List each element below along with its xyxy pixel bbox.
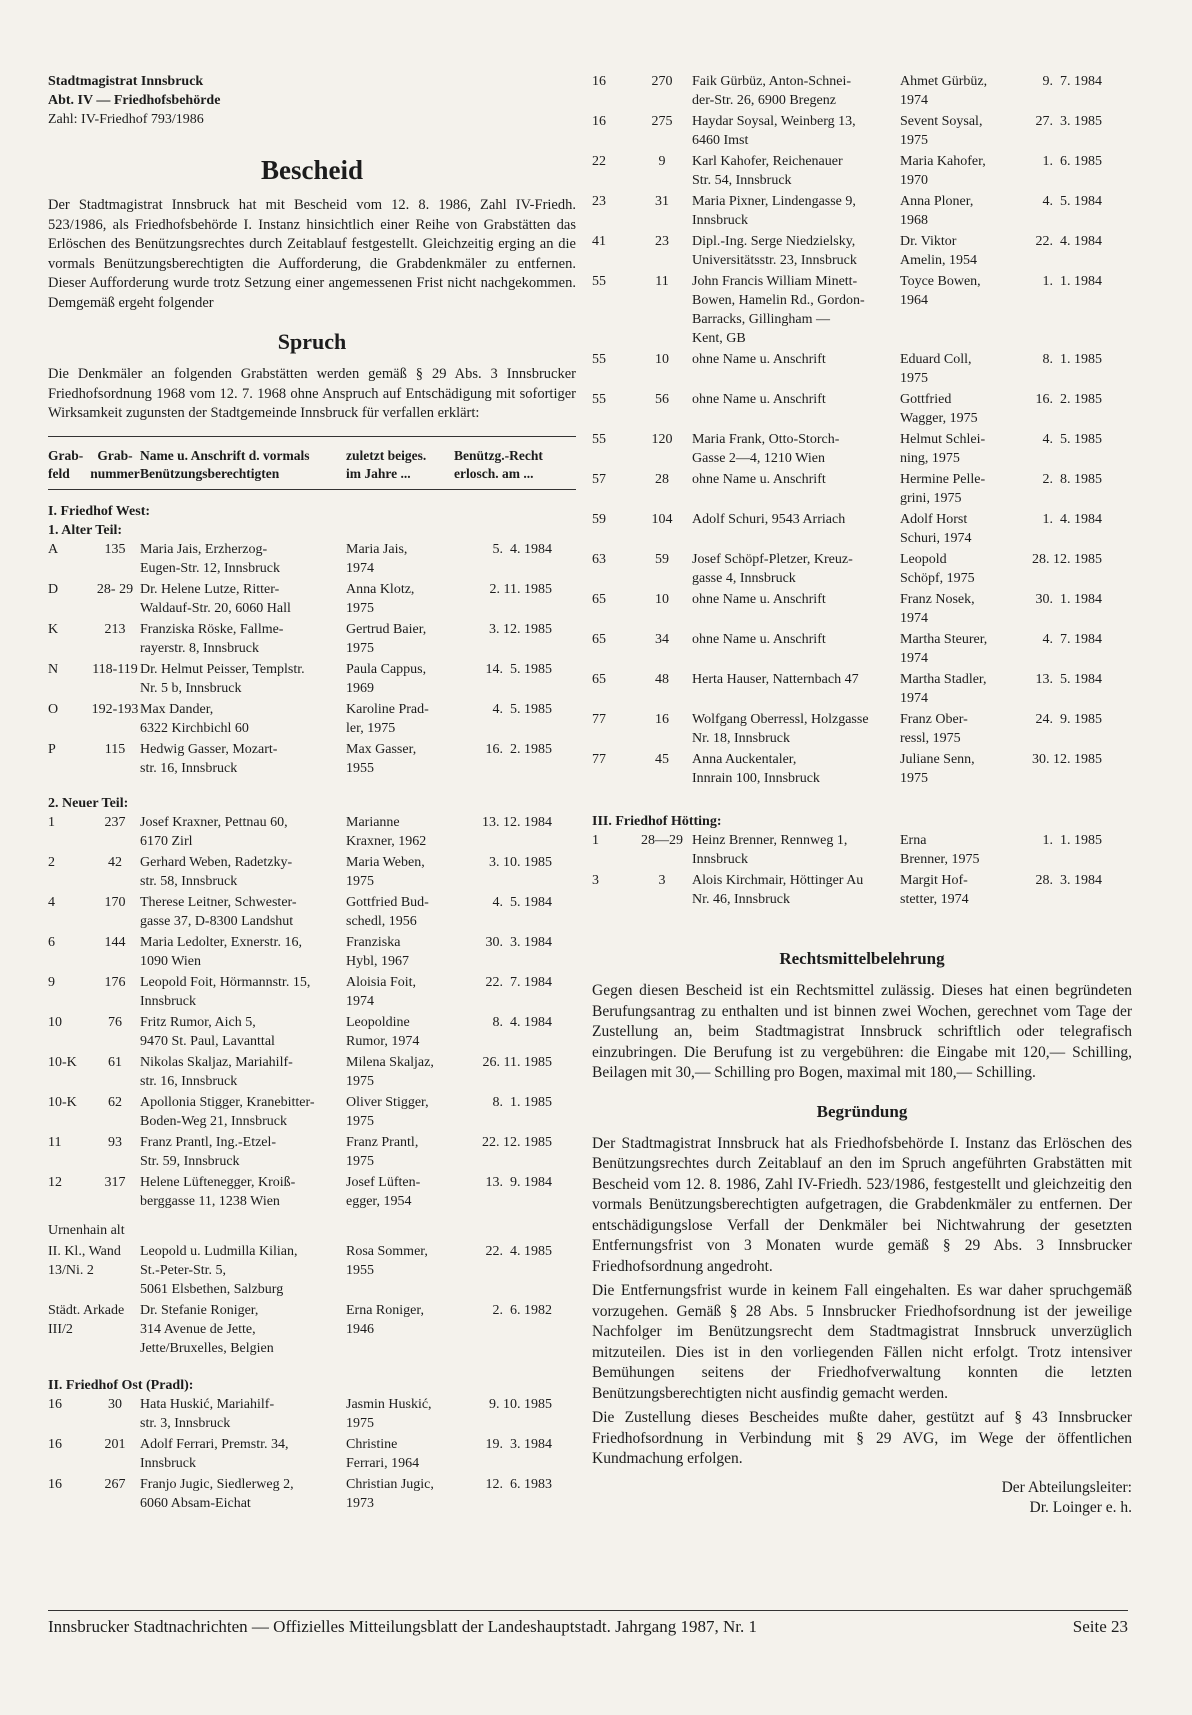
cell-name-address: Gerhard Weben, Radetzky- str. 58, Innsbruck xyxy=(140,854,293,889)
cell-name-address: Maria Jais, Erzherzog- Eugen-Str. 12, Innsbruck xyxy=(140,541,280,576)
cell-grabnummer: 170 xyxy=(104,894,126,910)
cell-date: 13. 5. 1984 xyxy=(1035,672,1102,687)
cell-beigesetzt: Hermine Pelle- grini, 1975 xyxy=(900,472,986,506)
cell-beigesetzt: Paula Cappus, 1969 xyxy=(346,661,427,696)
cell-grabfeld: 16 xyxy=(592,74,606,89)
table-row xyxy=(592,430,1132,468)
right-column xyxy=(592,72,1132,1518)
cell-date: 2. 8. 1985 xyxy=(1042,472,1102,487)
table-row xyxy=(592,72,1132,110)
cell-beigesetzt: Josef Lüften- egger, 1954 xyxy=(346,1174,421,1209)
cell-name-address: Maria Ledolter, Exnerstr. 16, 1090 Wien xyxy=(140,934,302,969)
signature-title: Der Abteilungsleiter: xyxy=(1001,1478,1132,1496)
cell-beigesetzt: Helmut Schlei- ning, 1975 xyxy=(900,432,986,466)
cell-beigesetzt: Leopold Schöpf, 1975 xyxy=(900,552,975,586)
cell-grabnummer: 9 xyxy=(658,154,666,169)
cell-date: 19. 3. 1984 xyxy=(485,1436,552,1452)
table-row: II. Kl., Wand 13/Ni. 2 Leopold u. Ludmilla Kilian, St.-Peter-Str. 5, 5061 Elsbethen, Salzburg Rosa Sommer, 1955 22. 4. 1985 xyxy=(48,1243,552,1297)
cell-date: 13. 12. 1984 xyxy=(482,814,552,830)
cell-name-address: Josef Schöpf-Pletzer, Kreuz- gasse 4, Innsbruck xyxy=(692,552,853,586)
cell-beigesetzt: Maria Kahofer, 1970 xyxy=(900,154,986,188)
cell-grabnummer: 62 xyxy=(108,1094,122,1110)
cell-beigesetzt: Karoline Prad- ler, 1975 xyxy=(346,701,429,736)
cell-beigesetzt: Eduard Coll, 1975 xyxy=(900,352,972,386)
cell-grabnummer: 275 xyxy=(651,114,673,129)
table-row xyxy=(48,1475,576,1513)
table-row xyxy=(592,871,1132,909)
cell-date: 5. 4. 1984 xyxy=(492,541,552,557)
header-line-2: Abt. IV — Friedhofsbehörde xyxy=(48,93,221,108)
cell-date: 8. 1. 1985 xyxy=(1042,352,1102,367)
table-row xyxy=(592,112,1132,150)
cell-grabnummer: 144 xyxy=(104,934,126,950)
cell-name-address: Nikolas Skaljaz, Mariahilf- str. 16, Innsbruck xyxy=(140,1054,293,1089)
table-row: Städt. Arkade III/2 Dr. Stefanie Roniger, 314 Avenue de Jette, Jette/Bruxelles, Belgien Erna Roniger, 1946 2. 6. 1982 xyxy=(48,1302,552,1356)
cell-date: 8. 1. 1985 xyxy=(492,1094,552,1110)
spruch-paragraph: Die Denkmäler an folgenden Grabstätten werden gemäß § 29 Abs. 3 Innsbrucker Friedhofsordnung 1968 vom 12. 7. 1968 ohne Anspruch auf Entschädigung mit sofortiger Wirksamkeit zugunsten der Stadtgemeinde Innsbruck für verfallen erklärt: xyxy=(48,366,576,421)
table-row xyxy=(48,973,576,1011)
cell-beigesetzt: Franz Nosek, 1974 xyxy=(900,592,975,626)
cell-grabfeld: 65 xyxy=(592,672,606,687)
cell-grabnummer: 267 xyxy=(104,1476,126,1492)
table-row xyxy=(48,1435,576,1473)
cell-grabfeld: N xyxy=(48,661,59,677)
cell-grabfeld: 12 xyxy=(48,1174,62,1190)
cell-beigesetzt: Gertrud Baier, 1975 xyxy=(346,621,427,656)
table-row xyxy=(48,893,576,931)
cell-date: 24. 9. 1985 xyxy=(1035,712,1102,727)
cell-name-address: ohne Name u. Anschrift xyxy=(692,632,826,647)
section-heading: I. Friedhof West: xyxy=(48,503,151,519)
cell-grabfeld: 1 xyxy=(48,814,55,830)
cell-beigesetzt: Jasmin Huskić, 1975 xyxy=(346,1396,432,1431)
header-name: Name u. Anschrift d. vormals Benützungsberechtigten xyxy=(140,447,310,481)
cell-grabfeld: 55 xyxy=(592,432,606,447)
cell-name-address: Maria Pixner, Lindengasse 9, Innsbruck xyxy=(692,194,856,228)
cell-name-address: Heinz Brenner, Rennweg 1, Innsbruck xyxy=(692,833,848,867)
cell-grabfeld: 1 xyxy=(592,833,599,848)
table-row xyxy=(48,1173,576,1211)
cell-name-address: Faik Gürbüz, Anton-Schnei- der-Str. 26, 6900 Bregenz xyxy=(692,74,852,108)
table-row xyxy=(48,1093,576,1131)
cell-date: 1. 1. 1984 xyxy=(1042,274,1102,289)
table-row xyxy=(592,470,1132,508)
cell-grabnummer: 48 xyxy=(655,672,669,687)
cell-grabfeld: 9 xyxy=(48,974,55,990)
cell-beigesetzt: Franz Prantl, 1975 xyxy=(346,1134,419,1169)
page-number: Seite 23 xyxy=(1072,1617,1128,1636)
cell-grabfeld: 55 xyxy=(592,274,606,289)
table-row xyxy=(48,1053,576,1091)
cell-name-address: ohne Name u. Anschrift xyxy=(692,592,826,607)
cell-grabnummer: 61 xyxy=(108,1054,122,1070)
cell-grabfeld: P xyxy=(48,741,56,757)
cell-grabfeld: 65 xyxy=(592,632,606,647)
cell-grabfeld: A xyxy=(48,541,59,557)
cell-beigesetzt: Toyce Bowen, 1964 xyxy=(900,274,981,308)
begruendung-heading: Begründung xyxy=(816,1101,908,1121)
cell-grabfeld: 41 xyxy=(592,234,606,249)
table-header xyxy=(48,436,576,490)
cell-name-address: Hata Huskić, Mariahilf- str. 3, Innsbruck xyxy=(140,1396,275,1431)
cell-grabfeld: 3 xyxy=(592,873,599,888)
cell-beigesetzt: Sevent Soysal, 1975 xyxy=(900,114,983,148)
cell-name-address: Wolfgang Oberressl, Holzgasse Nr. 18, Innsbruck xyxy=(692,712,869,746)
header-grabfeld: Grab- feld xyxy=(48,447,84,481)
table-row xyxy=(592,152,1132,190)
cell-date: 4. 5. 1984 xyxy=(1042,194,1102,209)
table-rows-alter-teil xyxy=(48,540,576,778)
cell-date: 1. 1. 1985 xyxy=(1042,833,1102,848)
cell-grabfeld: 16 xyxy=(592,114,606,129)
table-row xyxy=(592,590,1132,628)
cell-date: 8. 4. 1984 xyxy=(492,1014,552,1030)
cell-name-address: Leopold Foit, Hörmannstr. 15, Innsbruck xyxy=(140,974,311,1009)
table-row xyxy=(48,1133,576,1171)
cell-grabfeld: 6 xyxy=(48,934,55,950)
table-row xyxy=(48,660,576,698)
cell-name-address: Alois Kirchmair, Höttinger Au Nr. 46, Innsbruck xyxy=(692,873,864,907)
cell-beigesetzt: Christian Jugic, 1973 xyxy=(346,1476,434,1511)
cell-grabnummer: 56 xyxy=(655,392,669,407)
cell-grabnummer: 23 xyxy=(655,234,669,249)
cell-grabfeld: 10 xyxy=(48,1014,62,1030)
cell-date: 9. 10. 1985 xyxy=(489,1396,552,1412)
cell-beigesetzt: Christine Ferrari, 1964 xyxy=(346,1436,420,1471)
table-row xyxy=(592,630,1132,668)
cell-grabnummer: 270 xyxy=(651,74,673,89)
table-row xyxy=(592,510,1132,548)
header-erloschen: Benützg.-Recht erlosch. am ... xyxy=(454,447,543,481)
cell-name-address: ohne Name u. Anschrift xyxy=(692,352,826,367)
cell-name-address: Dipl.-Ing. Serge Niedzielsky, Universitätsstr. 23, Innsbruck xyxy=(692,234,857,268)
cell-grabnummer: 237 xyxy=(104,814,126,830)
cell-beigesetzt: Anna Ploner, 1968 xyxy=(900,194,974,228)
cell-date: 16. 2. 1985 xyxy=(485,741,552,757)
cell-name-address: Adolf Ferrari, Premstr. 34, Innsbruck xyxy=(140,1436,289,1471)
document-title: Bescheid xyxy=(260,155,363,185)
cell-date: 30. 12. 1985 xyxy=(1032,752,1102,767)
cell-grabfeld: D xyxy=(48,581,59,597)
cell-date: 30. 1. 1984 xyxy=(1035,592,1102,607)
cell-grabnummer: 118-119 xyxy=(92,661,138,677)
cell-date: 12. 6. 1983 xyxy=(485,1476,552,1492)
cell-beigesetzt: Margit Hof- stetter, 1974 xyxy=(900,873,969,907)
cell-grabnummer: 76 xyxy=(108,1014,122,1030)
cell-grabnummer: 28- 29 xyxy=(96,581,134,597)
cell-grabnummer: 34 xyxy=(655,632,669,647)
cell-grabfeld: 11 xyxy=(48,1134,62,1150)
table-row xyxy=(592,390,1132,428)
cell-beigesetzt: Leopoldine Rumor, 1974 xyxy=(346,1014,420,1049)
cell-date: 28. 3. 1984 xyxy=(1035,873,1102,888)
cell-grabfeld: 65 xyxy=(592,592,606,607)
cell-grabnummer: 213 xyxy=(104,621,126,637)
cell-name-address: Franz Prantl, Ing.-Etzel- Str. 59, Innsbruck xyxy=(140,1134,277,1169)
cell-name-address: Dr. Helmut Peisser, Templstr. Nr. 5 b, Innsbruck xyxy=(140,661,305,696)
table-row xyxy=(48,580,576,618)
table-row xyxy=(48,740,576,778)
header-line-3: Zahl: IV-Friedhof 793/1986 xyxy=(48,112,204,127)
cell-grabfeld: 16 xyxy=(48,1476,62,1492)
table-row xyxy=(592,350,1132,388)
header-line-1: Stadtmagistrat Innsbruck xyxy=(48,74,204,89)
cell-beigesetzt: Ahmet Gürbüz, 1974 xyxy=(900,74,988,108)
cell-date: 9. 7. 1984 xyxy=(1042,74,1102,89)
table-row xyxy=(592,710,1132,748)
table-rows-ost-continued xyxy=(592,72,1132,788)
cell-name-address: Hedwig Gasser, Mozart- str. 16, Innsbruck xyxy=(140,741,278,776)
cell-grabfeld: 23 xyxy=(592,194,606,209)
cell-beigesetzt: Milena Skaljaz, 1975 xyxy=(346,1054,434,1089)
cell-date: 22. 12. 1985 xyxy=(482,1134,552,1150)
cell-grabfeld: K xyxy=(48,621,59,637)
cell-grabnummer: 31 xyxy=(655,194,669,209)
cell-beigesetzt: Franziska Hybl, 1967 xyxy=(346,934,409,969)
begruendung-paragraph-1: Der Stadtmagistrat Innsbruck hat als Friedhofsbehörde I. Instanz das Erlöschen des Benützungsrechtes durch Zeitablauf an den im Spruch angeführten Grabstätten mit Bescheid vom 12. 8. 1986, Zahl IV-Friedh. 523/1986, festgestellt und gleichzeitig den vormals Benützungsberechtigten aufgetragen, die Grabdenkmäler zu entfernen. Der entschädigungslose Verfall der Denkmäler bei Nichtwahrung der gesetzten Entfernungsfrist von 3 Monaten wurde gemäß § 29 Abs. 3 Innsbrucker Friedhofsordnung angedroht. xyxy=(592,1134,1132,1275)
section-heading: II. Friedhof Ost (Pradl): xyxy=(48,1377,194,1393)
table-row xyxy=(592,831,1132,869)
cell-name-address: Haydar Soysal, Weinberg 13, 6460 Imst xyxy=(692,114,856,148)
cell-name-address: ohne Name u. Anschrift xyxy=(692,392,826,407)
table-row xyxy=(48,540,576,578)
cell-beigesetzt: Oliver Stigger, 1975 xyxy=(346,1094,429,1129)
cell-date: 3. 10. 1985 xyxy=(489,854,552,870)
table-row xyxy=(592,272,1132,348)
table-row xyxy=(592,192,1132,230)
cell-date: 3. 12. 1985 xyxy=(489,621,552,637)
cell-date: 26. 11. 1985 xyxy=(482,1054,552,1070)
cell-grabfeld: 57 xyxy=(592,472,606,487)
cell-grabnummer: 93 xyxy=(108,1134,122,1150)
cell-date: 28. 12. 1985 xyxy=(1032,552,1102,567)
cell-name-address: Karl Kahofer, Reichenauer Str. 54, Innsbruck xyxy=(692,154,843,188)
cell-date: 22. 4. 1984 xyxy=(1035,234,1102,249)
cell-beigesetzt: Martha Steurer, 1974 xyxy=(900,632,988,666)
cell-grabfeld: 55 xyxy=(592,352,606,367)
cell-grabfeld: 22 xyxy=(592,154,606,169)
cell-grabnummer: 10 xyxy=(655,592,669,607)
authority-header xyxy=(48,72,576,129)
cell-name-address: Maria Frank, Otto-Storch- Gasse 2—4, 1210 Wien xyxy=(692,432,840,466)
cell-beigesetzt: Anna Klotz, 1975 xyxy=(346,581,415,616)
cell-name-address: Anna Auckentaler, Innrain 100, Innsbruck xyxy=(692,752,820,786)
cell-name-address: Therese Leitner, Schwester- gasse 37, D-8300 Landshut xyxy=(140,894,297,929)
cell-beigesetzt: Erna Brenner, 1975 xyxy=(900,833,980,867)
table-rows-ost xyxy=(48,1395,576,1513)
cell-date: 30. 3. 1984 xyxy=(485,934,552,950)
cell-date: 4. 5. 1984 xyxy=(492,894,552,910)
cell-name-address: Franjo Jugic, Siedlerweg 2, 6060 Absam-Eichat xyxy=(140,1476,294,1511)
publication-line: Innsbrucker Stadtnachrichten — Offizielles Mitteilungsblatt der Landeshauptstadt. Jahrgang 1987, Nr. 1 xyxy=(48,1617,757,1636)
section-heading: III. Friedhof Hötting: xyxy=(592,814,722,829)
cell-grabnummer: 30 xyxy=(108,1396,122,1412)
cell-beigesetzt: Martha Stadler, 1974 xyxy=(900,672,987,706)
cell-grabnummer: 11 xyxy=(655,274,669,289)
cell-grabfeld: O xyxy=(48,701,59,717)
cell-grabnummer: 120 xyxy=(651,432,673,447)
cell-grabnummer: 10 xyxy=(655,352,669,367)
page-footer xyxy=(48,1610,1128,1637)
cell-name-address: Franziska Röske, Fallme- rayerstr. 8, Innsbruck xyxy=(140,621,284,656)
subsection-heading: 2. Neuer Teil: xyxy=(48,795,129,811)
cell-grabnummer: 135 xyxy=(104,541,126,557)
cell-date: 2. 11. 1985 xyxy=(489,581,552,597)
table-row xyxy=(48,813,576,851)
cell-grabfeld: 77 xyxy=(592,712,606,727)
cell-grabfeld: 55 xyxy=(592,392,606,407)
header-beigesetzt: zuletzt beiges. im Jahre ... xyxy=(346,447,427,481)
table-row xyxy=(48,853,576,891)
cell-grabnummer: 104 xyxy=(651,512,673,527)
cell-name-address: Herta Hauser, Natternbach 47 xyxy=(692,672,859,687)
table-row xyxy=(48,1395,576,1433)
cell-grabnummer: 176 xyxy=(104,974,126,990)
cell-name-address: ohne Name u. Anschrift xyxy=(692,472,826,487)
cell-grabnummer: 16 xyxy=(655,712,669,727)
cell-name-address: Fritz Rumor, Aich 5, 9470 St. Paul, Lavanttal xyxy=(140,1014,275,1049)
cell-date: 4. 5. 1985 xyxy=(1042,432,1102,447)
cell-date: 13. 9. 1984 xyxy=(485,1174,552,1190)
cell-beigesetzt: Max Gasser, 1955 xyxy=(346,741,417,776)
cell-grabfeld: 10-K xyxy=(48,1054,77,1070)
table-rows-neuer-teil xyxy=(48,813,576,1211)
cell-beigesetzt: Aloisia Foit, 1974 xyxy=(346,974,417,1009)
cell-beigesetzt: Franz Ober- ressl, 1975 xyxy=(900,712,968,746)
cell-date: 22. 7. 1984 xyxy=(485,974,552,990)
cell-grabfeld: 16 xyxy=(48,1396,62,1412)
cell-grabnummer: 317 xyxy=(104,1174,126,1190)
cell-beigesetzt: Marianne Kraxner, 1962 xyxy=(346,814,427,849)
table-row xyxy=(48,1013,576,1051)
begruendung-paragraph-2: Die Entfernungsfrist wurde in keinem Fall eingehalten. Es war daher spruchgemäß vorzugehen. Gemäß § 28 Abs. 5 Innsbrucker Friedhofsordnung ist der jeweilige Nachfolger im Benützungsrecht dem Stadtmagistrat Innsbruck unverzüglich mitzuteilen. Dies ist in den vorliegenden Fällen nicht erfolgt. Trotz intensiver Bemühungen seitens der Friedhofverwaltung konnten die letzten Benützungsberechtigten nicht ausfindig gemacht werden. xyxy=(592,1282,1132,1402)
table-row xyxy=(48,620,576,658)
cell-grabnummer: 115 xyxy=(104,741,126,757)
table-row xyxy=(592,750,1132,788)
cell-name-address: Helene Lüftenegger, Kroiß- berggasse 11, 1238 Wien xyxy=(140,1174,296,1209)
cell-grabnummer: 28—29 xyxy=(641,833,683,848)
cell-beigesetzt: Dr. Viktor Amelin, 1954 xyxy=(900,234,977,268)
table-row xyxy=(592,670,1132,708)
signature-name: Dr. Loinger e. h. xyxy=(1029,1498,1132,1516)
cell-grabfeld: 4 xyxy=(48,894,55,910)
cell-grabfeld: 2 xyxy=(48,854,55,870)
cell-date: 27. 3. 1985 xyxy=(1035,114,1102,129)
begruendung-paragraph-3: Die Zustellung dieses Bescheides mußte daher, gestützt auf § 43 Innsbrucker Friedhofsordnung in Verbindung mit § 29 AVG, im Wege der öffentlichen Kundmachung erfolgen. xyxy=(592,1409,1132,1467)
cell-date: 4. 7. 1984 xyxy=(1042,632,1102,647)
rechtsmittel-heading: Rechtsmittelbelehrung xyxy=(779,949,945,968)
cell-beigesetzt: Gottfried Wagger, 1975 xyxy=(900,392,978,426)
left-column xyxy=(48,72,576,1515)
cell-grabfeld: 77 xyxy=(592,752,606,767)
cell-name-address: John Francis William Minett- Bowen, Hamelin Rd., Gordon- Barracks, Gillingham — Kent, GB xyxy=(692,274,865,346)
cell-beigesetzt: Maria Jais, 1974 xyxy=(346,541,408,576)
cell-date: 14. 5. 1985 xyxy=(485,661,552,677)
cell-beigesetzt: Maria Weben, 1975 xyxy=(346,854,425,889)
urnenhain-label: Urnenhain alt xyxy=(48,1222,125,1238)
cell-grabnummer: 201 xyxy=(104,1436,126,1452)
cell-grabfeld: 59 xyxy=(592,512,606,527)
cell-name-address: Adolf Schuri, 9543 Arriach xyxy=(692,512,846,527)
cell-date: 1. 4. 1984 xyxy=(1042,512,1102,527)
cell-beigesetzt: Gottfried Bud- schedl, 1956 xyxy=(346,894,429,929)
table-row xyxy=(592,550,1132,588)
cell-date: 16. 2. 1985 xyxy=(1035,392,1102,407)
table-row xyxy=(48,700,576,738)
signature xyxy=(592,1478,1132,1518)
cell-name-address: Max Dander, 6322 Kirchbichl 60 xyxy=(140,701,249,736)
subsection-heading: 1. Alter Teil: xyxy=(48,522,123,538)
cell-grabfeld: 63 xyxy=(592,552,606,567)
cell-grabfeld: 10-K xyxy=(48,1094,77,1110)
cell-beigesetzt: Juliane Senn, 1975 xyxy=(900,752,975,786)
header-grabnummer: Grab- nummer xyxy=(90,447,140,481)
cell-date: 1. 6. 1985 xyxy=(1042,154,1102,169)
cell-name-address: Apollonia Stigger, Kranebitter- Boden-Weg 21, Innsbruck xyxy=(140,1094,315,1129)
cell-name-address: Josef Kraxner, Pettnau 60, 6170 Zirl xyxy=(140,814,288,849)
table-row xyxy=(592,232,1132,270)
cell-grabnummer: 3 xyxy=(658,873,666,888)
cell-grabnummer: 59 xyxy=(655,552,669,567)
cell-date: 4. 5. 1985 xyxy=(492,701,552,717)
cell-grabnummer: 42 xyxy=(108,854,122,870)
table-row xyxy=(48,933,576,971)
spruch-heading: Spruch xyxy=(277,329,347,354)
table-rows-hoetting xyxy=(592,831,1132,909)
intro-paragraph: Der Stadtmagistrat Innsbruck hat mit Bescheid vom 12. 8. 1986, Zahl IV-Friedh. 523/1986, als Friedhofsbehörde I. Instanz hinsichtlich einer Reihe von Grabstätten das Erlöschen des Benützungsrechtes durch Zeitablauf festgestellt. Gleichzeitig erging an die vormals Benützungsberechtigten die Aufforderung, die Grabdenkmäler zu entfernen. Dieser Aufforderung wurde trotz Setzung einer angemessenen Frist nicht nachgekommen. Demgemäß ergeht folgender xyxy=(48,197,576,311)
cell-name-address: Dr. Helene Lutze, Ritter- Waldauf-Str. 20, 6060 Hall xyxy=(140,581,291,616)
cell-grabnummer: 192-193 xyxy=(91,701,139,717)
cell-grabnummer: 45 xyxy=(655,752,669,767)
rechtsmittel-paragraph: Gegen diesen Bescheid ist ein Rechtsmittel zulässig. Dieses hat einen begründeten Berufungsantrag zu enthalten und ist binnen zwei Wochen, gerechnet vom Tage der Zustellung an, beim Stadtmagistrat Innsbruck schriftlich oder telegrafisch einzubringen. Die Berufung ist zu vergebühren: die Eingabe mit 120,— Schilling, Beilagen mit 30,— Schilling pro Bogen, maximal mit 180,— Schilling. xyxy=(592,982,1132,1081)
cell-grabnummer: 28 xyxy=(655,472,669,487)
cell-beigesetzt: Adolf Horst Schuri, 1974 xyxy=(900,512,972,546)
cell-grabfeld: 16 xyxy=(48,1436,62,1452)
